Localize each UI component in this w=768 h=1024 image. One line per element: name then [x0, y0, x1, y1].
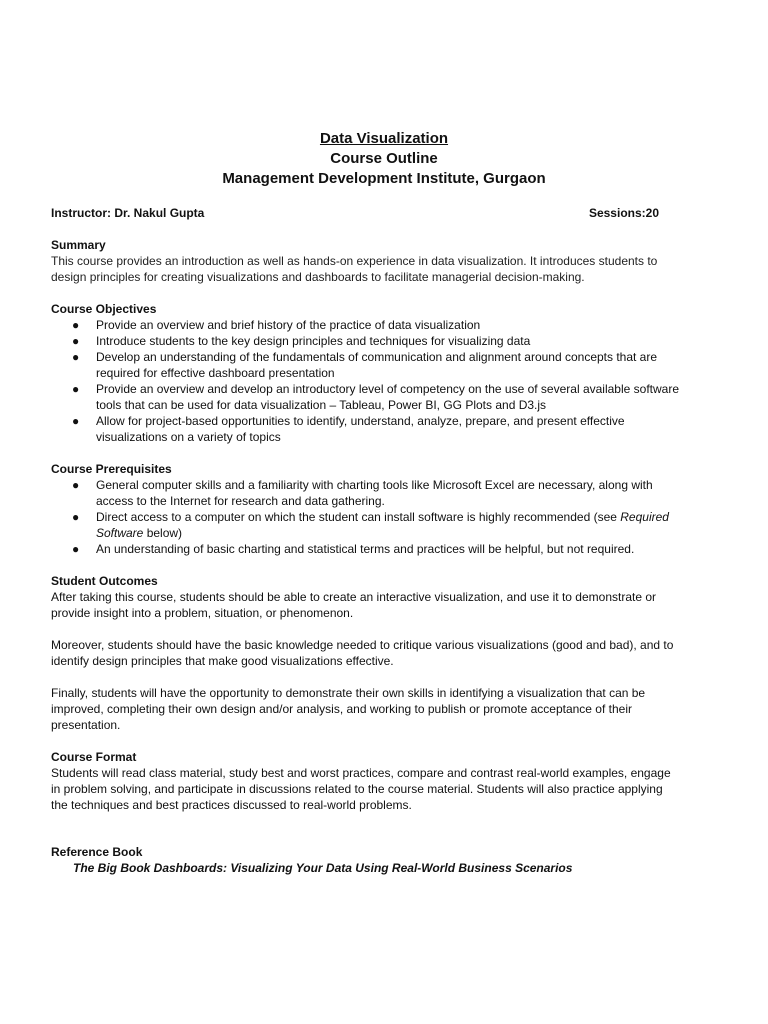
list-item: ● An understanding of basic charting and statistical terms and practices will be helpful, but not required.	[72, 542, 635, 556]
list-item: ● Provide an overview and develop an introductory level of competency on the use of several available software tools that can be used for data visualization – Tableau, Power BI, GG Plots and D3.js	[72, 382, 680, 412]
summary-text: This course provides an introduction as well as hands-on experience in data visualization. It introduces students to design principles for creating visualizations and dashboards to facilitate managerial decision-making.	[51, 254, 658, 284]
course-subtitle: Course Outline	[330, 150, 438, 167]
list-item: ● Provide an overview and brief history of the practice of data visualization	[72, 318, 481, 332]
prerequisites-heading: Course Prerequisites	[51, 462, 172, 476]
outcomes-paragraph-3: Finally, students will have the opportunity to demonstrate their own skills in identifying a visualization that can be improved, completing their own design and/or analysis, and working to publish or promote acceptance of their presentation.	[51, 686, 646, 732]
outcomes-paragraph-1: After taking this course, students should be able to create an interactive visualization, and use it to demonstrate or provide insight into a problem, situation, or phenomenon.	[51, 590, 657, 620]
document-header	[0, 129, 768, 189]
summary-heading: Summary	[51, 238, 106, 252]
instructor-row	[51, 205, 659, 221]
format-text: Students will read class material, study best and worst practices, compare and contrast real-world examples, engage in problem solving, and participate in discussions related to the course material. Students will also practice applying the techniques and best practices discussed to real-world problems.	[51, 766, 671, 812]
bullet-icon: ●	[72, 318, 80, 332]
list-item: ● Allow for project-based opportunities to identify, understand, analyze, prepare, and present effective visualizations on a variety of topics	[72, 414, 625, 444]
objectives-list	[51, 317, 681, 445]
outcomes-paragraph-2: Moreover, students should have the basic knowledge needed to critique various visualizations (good and bad), and to identify design principles that make good visualizations effective.	[51, 638, 674, 668]
bullet-icon: ●	[72, 382, 80, 396]
course-title: Data Visualization	[319, 130, 449, 147]
bullet-icon: ●	[72, 542, 80, 556]
list-item: ● General computer skills and a familiarity with charting tools like Microsoft Excel are necessary, along with access to the Internet for research and data gathering.	[72, 478, 653, 508]
list-item: ● Direct access to a computer on which the student can install software is highly recommended (see Required Software below)	[72, 510, 669, 540]
bullet-icon: ●	[72, 350, 80, 364]
bullet-icon: ●	[72, 334, 80, 348]
required-software-ref: Required Software	[96, 510, 669, 540]
instructor-label: Instructor: Dr. Nakul Gupta	[51, 206, 205, 220]
reference-heading: Reference Book	[51, 845, 143, 859]
format-heading: Course Format	[51, 750, 137, 764]
bullet-icon: ●	[72, 414, 80, 428]
reference-book-title: The Big Book Dashboards: Visualizing Your Data Using Real-World Business Scenarios	[73, 861, 573, 875]
sessions-label: Sessions:20	[588, 206, 659, 220]
list-item: ● Develop an understanding of the fundamentals of communication and alignment around concepts that are required for effective dashboard presentation	[72, 350, 658, 380]
document-body	[51, 205, 681, 876]
institute-name: Management Development Institute, Gurgaon	[222, 170, 546, 187]
prerequisites-list	[51, 477, 681, 557]
objectives-heading: Course Objectives	[51, 302, 157, 316]
bullet-icon: ●	[72, 478, 80, 492]
bullet-icon: ●	[72, 510, 80, 524]
list-item: ● Introduce students to the key design principles and techniques for visualizing data	[72, 334, 531, 348]
outcomes-heading: Student Outcomes	[51, 574, 158, 588]
